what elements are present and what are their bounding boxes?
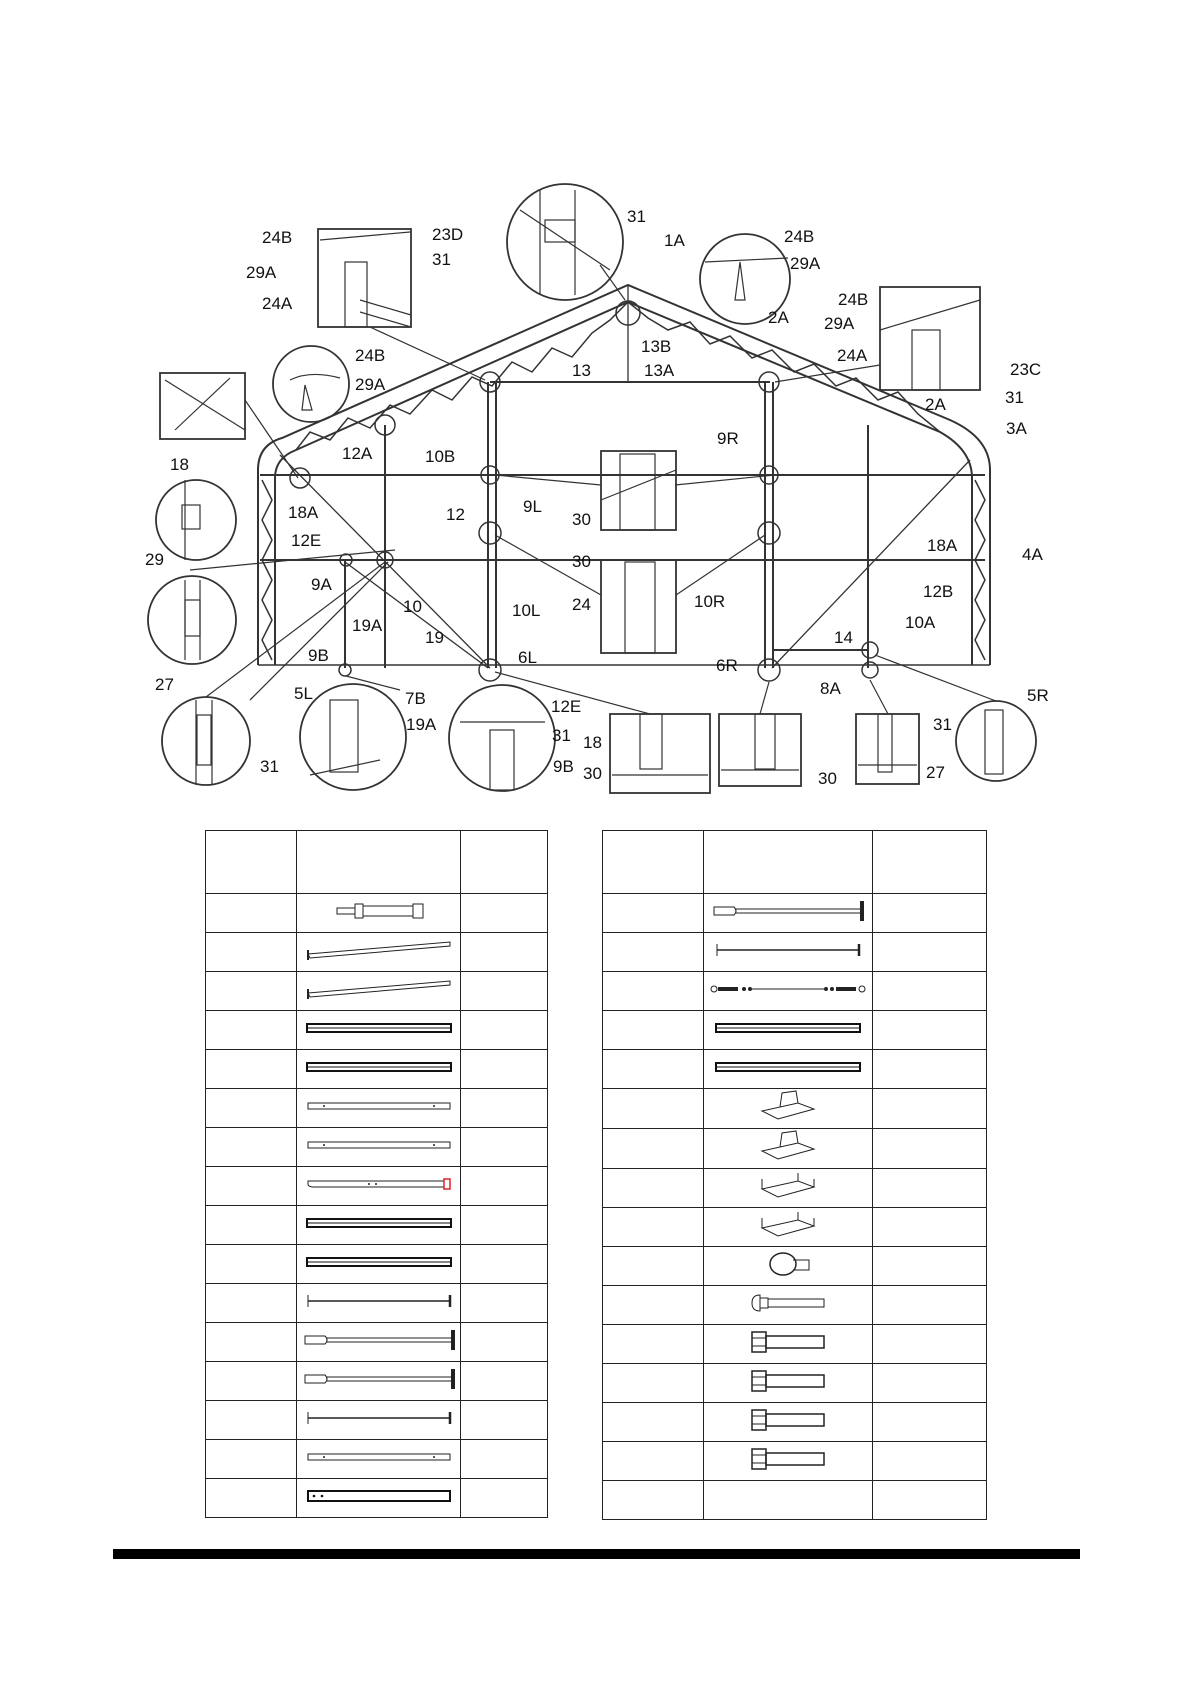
part-image-cell — [704, 1325, 873, 1364]
part-image-cell — [704, 1364, 873, 1403]
callout: 1A — [664, 231, 685, 250]
u-bracket-icon — [758, 1227, 818, 1244]
table-row — [206, 1128, 548, 1167]
channel-bar-icon — [304, 1023, 454, 1040]
callout: 29A — [355, 375, 386, 394]
bracket-plate-icon — [758, 1150, 818, 1167]
table-row — [603, 1481, 987, 1520]
part-image-cell — [704, 1481, 873, 1520]
part-number-cell — [206, 1089, 297, 1128]
part-image-cell — [297, 1323, 461, 1362]
tapered-pole-icon — [304, 988, 454, 1005]
header-cell — [873, 831, 987, 894]
part-number-cell — [206, 1479, 297, 1518]
header-cell — [206, 831, 297, 894]
parts-table-right — [602, 830, 987, 1520]
quantity-cell — [873, 1169, 987, 1208]
quantity-cell — [461, 1479, 548, 1518]
quantity-cell — [461, 1206, 548, 1245]
quantity-cell — [461, 1323, 548, 1362]
callout: 6L — [518, 648, 537, 667]
table-row — [603, 1286, 987, 1325]
quantity-cell — [873, 1089, 987, 1129]
callout: 27 — [926, 763, 945, 782]
callout: 8A — [820, 679, 841, 698]
quantity-cell — [873, 1129, 987, 1169]
part-image-cell — [297, 894, 461, 933]
callout: 27 — [155, 675, 174, 694]
table-row — [603, 894, 987, 933]
horizontal-purlins — [260, 382, 985, 650]
tapered-pole-icon — [304, 949, 454, 966]
quantity-cell — [461, 1284, 548, 1323]
part-image-cell — [704, 1050, 873, 1089]
callout: 13B — [641, 337, 672, 356]
assembly-diagram — [0, 0, 1192, 810]
part-number-cell — [603, 972, 704, 1011]
table-row — [206, 1362, 548, 1401]
callout: 10A — [905, 613, 936, 632]
carriage-bolt-icon — [748, 1301, 828, 1318]
part-number-cell — [603, 1089, 704, 1129]
callout: 2A — [925, 395, 946, 414]
callout: 19 — [425, 628, 444, 647]
slotted-bar-icon — [304, 1139, 454, 1156]
callout: 5L — [294, 684, 313, 703]
channel-bar-icon — [713, 1023, 863, 1040]
callout: 18 — [583, 733, 602, 752]
part-number-cell — [206, 1206, 297, 1245]
table-row — [206, 1479, 548, 1518]
part-image-cell — [704, 933, 873, 972]
quantity-cell — [873, 1247, 987, 1286]
callout: 24B — [262, 228, 293, 247]
part-image-cell — [704, 1011, 873, 1050]
callout: 12A — [342, 444, 373, 463]
callout: 24B — [838, 290, 869, 309]
callout: 31 — [933, 715, 952, 734]
quantity-cell — [873, 894, 987, 933]
quantity-cell — [873, 1403, 987, 1442]
footer-rule — [113, 1549, 1080, 1559]
quantity-cell — [461, 1011, 548, 1050]
part-number-cell — [206, 1245, 297, 1284]
callout: 29A — [790, 254, 821, 273]
quantity-cell — [461, 933, 548, 972]
callout: 12B — [923, 582, 954, 601]
part-number-cell — [603, 1481, 704, 1520]
part-image-cell — [704, 1129, 873, 1169]
part-image-cell — [704, 1403, 873, 1442]
callout: 10B — [425, 447, 456, 466]
callout: 24B — [784, 227, 815, 246]
callout: 13 — [572, 361, 591, 380]
callout: 31 — [260, 757, 279, 776]
table-row — [206, 1167, 548, 1206]
anchor-bolt-icon — [329, 910, 429, 927]
part-number-cell — [603, 1208, 704, 1247]
callout: 14 — [834, 628, 853, 647]
part-number-cell — [206, 1440, 297, 1479]
callout: 12E — [551, 697, 582, 716]
table-row — [206, 1440, 548, 1479]
hex-bolt-icon — [748, 1381, 828, 1398]
table-row — [206, 933, 548, 972]
callout: 24B — [355, 346, 386, 365]
table-row — [206, 972, 548, 1011]
cable-turnbuckle-icon — [708, 984, 868, 1001]
part-image-cell — [297, 1167, 461, 1206]
quantity-cell — [461, 1167, 548, 1206]
quantity-cell — [873, 1364, 987, 1403]
slotted-bar-red-end-icon — [304, 1179, 454, 1196]
callout: 31 — [552, 726, 571, 745]
callout: 24 — [572, 595, 591, 614]
callout: 5R — [1027, 686, 1049, 705]
channel-bar-icon — [304, 1062, 454, 1079]
quantity-cell — [873, 1011, 987, 1050]
bracket-plate-icon — [758, 1110, 818, 1127]
part-number-cell — [603, 1325, 704, 1364]
part-number-cell — [603, 1050, 704, 1089]
part-image-cell — [704, 1442, 873, 1481]
part-image-cell — [297, 933, 461, 972]
callout: 19A — [352, 616, 383, 635]
table-row — [206, 1050, 548, 1089]
header-cell — [297, 831, 461, 894]
part-number-cell — [206, 1362, 297, 1401]
part-number-cell — [603, 1169, 704, 1208]
part-image-cell — [704, 1089, 873, 1129]
part-image-cell — [704, 894, 873, 933]
callout: 30 — [818, 769, 837, 788]
quantity-cell — [461, 1362, 548, 1401]
u-bracket-icon — [758, 1188, 818, 1205]
table-row — [603, 1011, 987, 1050]
header-cell — [603, 831, 704, 894]
part-image-cell — [297, 1362, 461, 1401]
quantity-cell — [873, 1050, 987, 1089]
callout: 12 — [446, 505, 465, 524]
table-row — [603, 933, 987, 972]
quantity-cell — [461, 1245, 548, 1284]
quantity-cell — [873, 1442, 987, 1481]
pipe-clamp-icon — [763, 1265, 813, 1282]
table-row — [603, 1403, 987, 1442]
callout: 23D — [432, 225, 464, 244]
part-image-cell — [297, 1206, 461, 1245]
callout: 29 — [145, 550, 164, 569]
table-header-row — [603, 831, 987, 894]
quantity-cell — [873, 1325, 987, 1364]
header-cell — [704, 831, 873, 894]
table-row — [603, 1325, 987, 1364]
callout: 31 — [1005, 388, 1024, 407]
part-number-cell — [206, 1284, 297, 1323]
callout: 31 — [432, 250, 451, 269]
quantity-cell — [461, 1401, 548, 1440]
callout: 18A — [288, 503, 319, 522]
part-number-cell — [206, 1011, 297, 1050]
part-number-cell — [603, 933, 704, 972]
part-number-cell — [603, 1442, 704, 1481]
table-row — [603, 1129, 987, 1169]
straight-pole-icon — [713, 945, 863, 962]
callout: 29A — [824, 314, 855, 333]
part-image-cell — [704, 972, 873, 1011]
part-number-cell — [206, 1167, 297, 1206]
part-image-cell — [704, 1247, 873, 1286]
callout: 10R — [694, 592, 726, 611]
vertical-posts — [345, 382, 868, 668]
callout: 9L — [523, 497, 542, 516]
quantity-cell — [873, 1286, 987, 1325]
callout: 7B — [405, 689, 426, 708]
channel-bar-icon — [304, 1218, 454, 1235]
eye-end-pole-icon — [299, 1340, 459, 1357]
channel-bar-icon — [304, 1257, 454, 1274]
part-number-cell — [206, 894, 297, 933]
table-row — [603, 1169, 987, 1208]
part-number-cell — [206, 933, 297, 972]
table-row — [206, 1089, 548, 1128]
callout: 10 — [403, 597, 422, 616]
callout: 30 — [572, 510, 591, 529]
callout: 19A — [406, 715, 437, 734]
part-image-cell — [297, 1479, 461, 1518]
callout: 9B — [308, 646, 329, 665]
part-image-cell — [297, 1245, 461, 1284]
table-row — [206, 1284, 548, 1323]
callout: 10L — [512, 601, 541, 620]
quantity-cell — [873, 1208, 987, 1247]
hex-bolt-icon — [748, 1459, 828, 1476]
detail-interiors — [165, 190, 1003, 790]
channel-bar-icon — [713, 1062, 863, 1079]
callout: 30 — [572, 552, 591, 571]
part-number-cell — [603, 1364, 704, 1403]
part-image-cell — [297, 1440, 461, 1479]
part-number-cell — [603, 1011, 704, 1050]
table-row — [206, 894, 548, 933]
table-row — [603, 1208, 987, 1247]
table-row — [206, 1245, 548, 1284]
quantity-cell — [873, 1481, 987, 1520]
slotted-bar-icon — [304, 1100, 454, 1117]
eye-end-pole-icon — [299, 1379, 459, 1396]
callout: 24A — [262, 294, 293, 313]
callout: 4A — [1022, 545, 1043, 564]
header-cell — [461, 831, 548, 894]
part-number-cell — [206, 1128, 297, 1167]
eye-end-pole-icon — [708, 911, 868, 928]
table-row — [206, 1401, 548, 1440]
part-number-cell — [603, 894, 704, 933]
detail-views — [148, 184, 1036, 793]
callout: 30 — [583, 764, 602, 783]
hex-bolt-icon — [748, 1420, 828, 1437]
quantity-cell — [461, 894, 548, 933]
quantity-cell — [461, 972, 548, 1011]
table-row — [603, 1247, 987, 1286]
part-number-cell — [206, 972, 297, 1011]
part-image-cell — [297, 1050, 461, 1089]
straight-pole-icon — [304, 1413, 454, 1430]
part-number-cell — [206, 1401, 297, 1440]
callout: 18A — [927, 536, 958, 555]
hex-bolt-icon — [748, 1342, 828, 1359]
part-image-cell — [297, 1401, 461, 1440]
callout-labels — [145, 207, 1049, 788]
table-row — [603, 1364, 987, 1403]
part-image-cell — [297, 1284, 461, 1323]
quantity-cell — [461, 1128, 548, 1167]
part-image-cell — [297, 1089, 461, 1128]
callout: 3A — [1006, 419, 1027, 438]
table-row — [206, 1011, 548, 1050]
part-image-cell — [297, 1011, 461, 1050]
table-row — [206, 1206, 548, 1245]
table-row — [603, 1442, 987, 1481]
callout: 2A — [768, 308, 789, 327]
part-number-cell — [603, 1129, 704, 1169]
slotted-bar-icon — [304, 1451, 454, 1468]
callout: 9A — [311, 575, 332, 594]
part-number-cell — [603, 1286, 704, 1325]
quantity-cell — [461, 1050, 548, 1089]
quantity-cell — [873, 972, 987, 1011]
callout: 29A — [246, 263, 277, 282]
quantity-cell — [461, 1089, 548, 1128]
callout: 9B — [553, 757, 574, 776]
table-row — [206, 1323, 548, 1362]
callout: 9R — [717, 429, 739, 448]
callout: 31 — [627, 207, 646, 226]
part-number-cell — [603, 1403, 704, 1442]
callout: 6R — [716, 656, 738, 675]
part-image-cell — [704, 1286, 873, 1325]
part-number-cell — [206, 1050, 297, 1089]
part-image-cell — [297, 972, 461, 1011]
table-header-row — [206, 831, 548, 894]
callout: 13A — [644, 361, 675, 380]
part-number-cell — [206, 1323, 297, 1362]
quantity-cell — [461, 1440, 548, 1479]
part-image-cell — [297, 1128, 461, 1167]
table-row — [603, 972, 987, 1011]
callout: 24A — [837, 346, 868, 365]
part-image-cell — [704, 1208, 873, 1247]
callout: 23C — [1010, 360, 1042, 379]
straight-pole-icon — [304, 1296, 454, 1313]
parts-table-left — [205, 830, 548, 1518]
table-row — [603, 1089, 987, 1129]
quantity-cell — [873, 933, 987, 972]
callout: 12E — [291, 531, 322, 550]
callout: 18 — [170, 455, 189, 474]
part-image-cell — [704, 1169, 873, 1208]
square-tube-icon — [304, 1491, 454, 1508]
table-row — [603, 1050, 987, 1089]
part-number-cell — [603, 1247, 704, 1286]
